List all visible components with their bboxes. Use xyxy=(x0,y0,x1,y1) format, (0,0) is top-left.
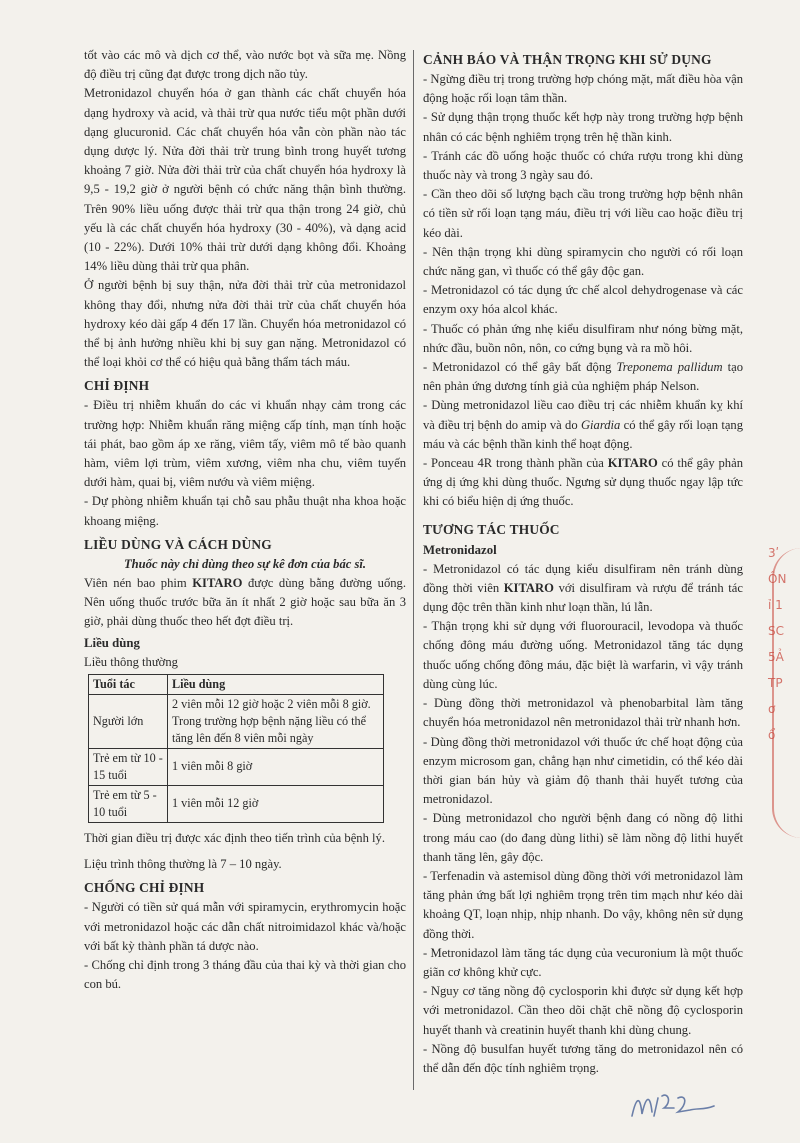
stamp-fragment: ổ xyxy=(768,728,776,742)
paragraph: - Metronidazol có tác dụng ức chế alcol dehydrogenase và các enzym oxy hóa alcol khác. xyxy=(423,283,743,317)
paragraph: - Chống chỉ định trong 3 tháng đầu của thai kỳ và thời gian cho con bú. xyxy=(84,957,406,992)
paragraph: - Nồng độ busulfan huyết tương tăng do metronidazol nên có thể dẫn đến độc tính nghiêm trọng. xyxy=(423,1041,743,1075)
right-column xyxy=(423,46,743,1078)
paragraph: - Ponceau 4R trong thành phần của KITARO có thể gây phản ứng dị ứng khi dùng thuốc. Ngưng sử dụng thuốc ngay lập tức khi có biểu hiện dị ứng thuốc. xyxy=(423,456,743,509)
table-row xyxy=(89,748,384,785)
paragraph: - Metronidazol làm tăng tác dụng của vecuronium là một thuốc giãn cơ không khử cực. xyxy=(423,945,743,979)
paragraph: Metronidazol chuyển hóa ở gan thành các chất chuyển hóa dạng hydroxy và acid, và thải trừ qua nước tiểu một phần dưới dạng glucuronid. Các chất chuyển hóa vẫn còn phần nào tác dụng dược lý. Nửa đời thải trừ trung bình trong huyết tương khoảng 7 giờ. Nửa đời thải trừ của chất chuyển hóa hydroxy là 9,5 - 19,2 giờ ở người bệnh có chức năng thận bình thường. Trên 90% liều uống được thải trừ qua thận trong 24 giờ, chủ yếu là các chất chuyển hóa hydroxy (30 - 40%), và dạng acid (10 - 22%). Dưới 10% thải trừ dưới dạng không đổi. Khoảng 14% liều dùng thải trừ qua phân. xyxy=(84,86,406,274)
paragraph: Liều thông thường xyxy=(84,654,178,669)
paragraph: - Thận trọng khi sử dụng với fluorouracil, levodopa và thuốc chống đông máu đường uống. Metronidazol tăng tác dụng thuốc uống chống đông máu, đặc biệt là warfarin, vì vậy tránh dùng cùng lúc. xyxy=(423,619,743,691)
prescription-note: Thuốc này chỉ dùng theo sự kê đơn của bác sĩ. xyxy=(123,556,367,571)
paragraph: Thời gian điều trị được xác định theo tiến trình của bệnh lý. xyxy=(84,830,385,845)
paragraph: - Terfenadin và astemisol dùng đồng thời với metronidazol làm tăng phản ứng bất lợi nghiêm trọng trên tim mạch như kéo dài khoảng QT, loạn nhịp, nhịp nhanh. Do vậy, không nên sử dụng đồng thời. xyxy=(423,868,743,941)
paragraph: - Tránh các đồ uống hoặc thuốc có chứa rượu trong khi dùng thuốc này và trong 3 ngày sau đó. xyxy=(423,148,743,183)
stamp-fragment: 5Ả xyxy=(768,650,784,664)
paragraph: Liệu trình thông thường là 7 – 10 ngày. xyxy=(84,857,282,872)
table-row xyxy=(89,785,384,822)
stamp-fragment: SC xyxy=(768,624,784,638)
column-divider xyxy=(413,50,414,1090)
paragraph: - Ngừng điều trị trong trường hợp chóng mặt, mất điều hòa vận động hoặc rối loạn tâm thần. xyxy=(423,72,743,106)
paragraph: - Dùng đồng thời metronidazol với thuốc ức chế hoạt động của enzym microsom gan, chẳng hạn như cimetidin, có thể kéo dài thời gian bán hủy và giảm độ thanh thải huyết tương của metronidazol. xyxy=(423,734,743,807)
section-heading-chong-chi-dinh: CHỐNG CHỈ ĐỊNH xyxy=(84,880,205,896)
brand-name: KITARO xyxy=(607,456,658,471)
table-cell-dose: 1 viên mỗi 12 giờ xyxy=(168,785,384,822)
table-header-row xyxy=(89,674,384,694)
stamp-fragment: 3ʹ xyxy=(768,546,779,560)
stamp-fragment: ơ xyxy=(768,702,776,716)
dosage-table xyxy=(88,674,384,823)
paragraph: - Dự phòng nhiễm khuẩn tại chỗ sau phẫu thuật nha khoa hoặc khoang miệng. xyxy=(84,494,406,528)
paragraph: tốt vào các mô và dịch cơ thể, vào nước bọt và sữa mẹ. Nồng độ điều trị cũng đạt được trong dịch não tủy. xyxy=(84,48,406,82)
stamp-fragment: ÔN xyxy=(768,572,787,586)
table-row xyxy=(89,694,384,748)
paragraph: - Thuốc có phản ứng nhẹ kiểu disulfiram như nóng bừng mặt, nhức đầu, buồn nôn, nôn, co cứng bụng và ra mồ hôi. xyxy=(423,321,743,355)
section-heading-chi-dinh: CHỈ ĐỊNH xyxy=(84,378,150,394)
paragraph: - Điều trị nhiễm khuẩn do các vi khuẩn nhạy cảm trong các trường hợp: Nhiễm khuẩn răng miệng cấp tính, mạn tính hoặc tái phát, bao gồm áp xe răng, viêm tấy, viêm mô tế bào quanh hàm, viêm lợi trùm, viêm xương, viêm nha chu, viêm tuyến dưới hàm, quai bị, viêm nướu và viêm miệng. xyxy=(84,398,406,490)
table-cell-age: Trẻ em từ 10 - 15 tuổi xyxy=(89,748,168,785)
paragraph: - Dùng đồng thời metronidazol và phenobarbital làm tăng chuyển hóa metronidazol nên metronidazol thải trừ nhanh hơn. xyxy=(423,696,743,730)
table-cell-age: Trẻ em từ 5 - 10 tuổi xyxy=(89,785,168,822)
red-stamp xyxy=(768,540,800,840)
paragraph: - Sử dụng thận trọng thuốc kết hợp này trong trường hợp bệnh nhân có các bệnh nghiêm trọng trên hệ thần kinh. xyxy=(423,110,743,144)
table-header-cell: Liều dùng xyxy=(168,674,384,694)
section-heading-canh-bao: CẢNH BÁO VÀ THẬN TRỌNG KHI SỬ DỤNG xyxy=(423,52,712,67)
table-cell-dose: 2 viên mỗi 12 giờ hoặc 2 viên mỗi 8 giờ. Trong trường hợp bệnh nặng liều có thể tăng lên đến 8 viên mỗi ngày xyxy=(168,694,384,748)
paragraph: Viên nén bao phim KITARO được dùng bằng đường uống. Nên uống thuốc trước bữa ăn ít nhất 2 giờ hoặc sau bữa ăn 3 giờ, phải dùng thuốc theo hết đợt điều trị. xyxy=(84,576,406,629)
paragraph: - Dùng metronidazol cho người bệnh đang có nồng độ lithi trong máu cao (do đang dùng lithi) sẽ làm nồng độ lithi huyết thanh tăng lên, gây độc. xyxy=(423,811,743,864)
subheading-metronidazol: Metronidazol xyxy=(423,542,497,557)
brand-name: KITARO xyxy=(192,576,243,591)
left-column xyxy=(84,46,406,994)
paragraph: - Nguy cơ tăng nồng độ cyclosporin khi được sử dụng kết hợp với metronidazol. Cần theo dõi chặt chẽ nồng độ cyclosporin huyết thanh và creatinin huyết thanh khi dùng chung. xyxy=(423,984,743,1037)
brand-name: KITARO xyxy=(503,580,554,595)
stamp-fragment: TP xyxy=(768,676,783,690)
paragraph: - Cần theo dõi số lượng bạch cầu trong trường hợp bệnh nhân có tiền sử rối loạn tạng máu, điều trị với liều cao hoặc điều trị kéo dài. xyxy=(423,187,743,240)
section-heading-tuong-tac: TƯƠNG TÁC THUỐC xyxy=(423,521,560,537)
section-heading-lieu-dung: LIỀU DÙNG VÀ CÁCH DÙNG xyxy=(84,536,272,552)
paragraph: - Dùng metronidazol liều cao điều trị các nhiễm khuẩn kỵ khí và điều trị bệnh do amip và do Giardia có thể gây rối loạn tạng máu và các bệnh thần kinh thể hoạt động. xyxy=(423,398,743,451)
paragraph: - Metronidazol có thể gây bất động Treponema pallidum tạo nên phản ứng dương tính giả của nghiệm pháp Nelson. xyxy=(423,360,743,394)
subheading-lieu-dung: Liều dùng xyxy=(84,635,140,650)
paragraph: - Người có tiền sử quá mẫn với spiramycin, erythromycin hoặc với metronidazol hoặc các dẫn chất nitroimidazol khác và/hoặc với bất kỳ thành phần tá dược nào. xyxy=(84,900,406,953)
handwritten-signature xyxy=(628,1088,718,1124)
table-cell-age: Người lớn xyxy=(89,694,168,748)
table-header-cell: Tuổi tác xyxy=(89,674,168,694)
paragraph: - Metronidazol có tác dụng kiểu disulfiram nên tránh dùng đồng thời viên KITARO với disulfiram và rượu để tránh tác dụng độc trên thần kinh như loạn thần, lú lẫn. xyxy=(423,561,743,615)
stamp-fragment: ỉ 1 xyxy=(768,598,783,612)
table-cell-dose: 1 viên mỗi 8 giờ xyxy=(168,748,384,785)
paragraph: - Nên thận trọng khi dùng spiramycin cho người có rối loạn chức năng gan, vì thuốc có thể gây độc gan. xyxy=(423,244,743,279)
paragraph: Ở người bệnh bị suy thận, nửa đời thải trừ của metronidazol không thay đổi, nhưng nửa đời thải trừ của chất chuyển hóa hydroxy kéo dài gấp 4 đến 17 lần. Chuyển hóa metronidazol có thể bị ảnh hưởng nhiều khi bị suy gan nặng. Metronidazol có thể loại khỏi cơ thể có hiệu quả bằng thẩm tách máu. xyxy=(84,278,406,370)
